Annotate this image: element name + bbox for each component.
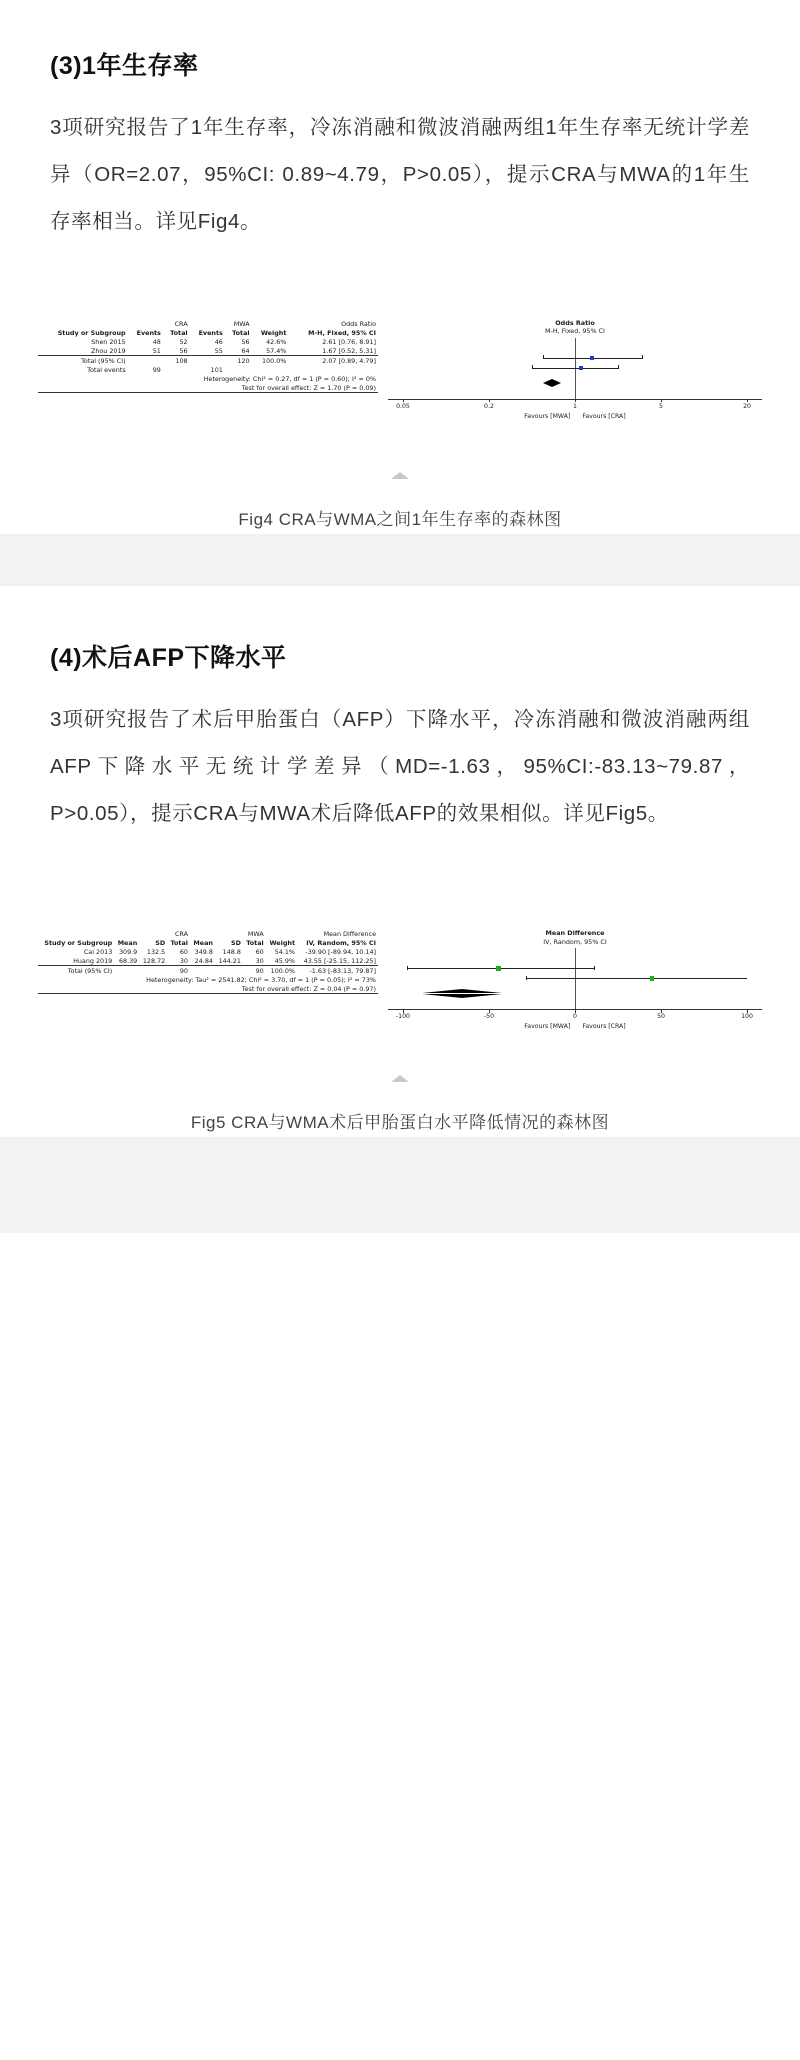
ci-line-study-2 bbox=[526, 978, 747, 979]
cell-weight: 57.4% bbox=[266, 346, 287, 355]
cell-mwa-total: 56 bbox=[241, 337, 250, 346]
col-effect-ci: M-H, Fixed, 95% CI bbox=[308, 328, 376, 337]
cell-weight: 45.9% bbox=[274, 956, 296, 965]
section-gap bbox=[0, 586, 800, 628]
cell-total-mwa: 120 bbox=[225, 356, 252, 366]
col-mwa-total: Total bbox=[246, 938, 264, 947]
graph-subtitle-text: M-H, Fixed, 95% CI bbox=[545, 327, 605, 336]
cell-total-label: Total (95% CI) bbox=[38, 966, 114, 976]
axis-tick-label: 100 bbox=[741, 1013, 753, 1021]
cell-total-events-label: Total events bbox=[87, 365, 126, 374]
favours-left-label: Favours [MWA] bbox=[524, 1023, 571, 1031]
section-divider bbox=[0, 534, 800, 586]
heterogeneity-text: Heterogeneity: Chi² = 0.27, df = 1 (P = 0.60); I² = 0% bbox=[203, 374, 376, 383]
cell-effect: -39.90 [-89.94, 10.14] bbox=[305, 947, 376, 956]
table-overall-effect-row bbox=[38, 383, 378, 393]
table-header-row bbox=[38, 938, 378, 947]
section-paragraph: 3项研究报告了术后甲胎蛋白（AFP）下降水平，冷冻消融和微波消融两组AFP下降水平无统计学差异（MD=-1.63，95%CI:-83.13~79.87，P>0.05），提示CRA与MWA术后降低AFP的效果相似。详见Fig5。 bbox=[50, 708, 750, 826]
axis-tick-label: 5 bbox=[659, 402, 663, 410]
summary-diamond-bottom bbox=[543, 383, 561, 387]
forest-table-fig4 bbox=[38, 319, 378, 393]
graph-plot-area bbox=[388, 338, 762, 400]
effect-marker-study-1 bbox=[496, 966, 501, 971]
axis-tick-label: 20 bbox=[743, 402, 751, 410]
group-header-mwa: MWA bbox=[247, 929, 264, 938]
cell-cra-total: 52 bbox=[179, 337, 188, 346]
table-total-row bbox=[38, 356, 378, 366]
figure-fig5 bbox=[0, 929, 800, 1136]
axis-tick-label: 0.2 bbox=[484, 402, 494, 410]
table-group-header-row bbox=[38, 929, 378, 938]
cell-cra-events: 48 bbox=[152, 337, 161, 346]
ci-cap-right-1 bbox=[594, 966, 595, 970]
cell-study: Zhou 2019 bbox=[90, 346, 126, 355]
cell-mwa-total: 64 bbox=[241, 346, 250, 355]
cell-mwa-events: 55 bbox=[214, 346, 223, 355]
page-footer-spacer bbox=[0, 1137, 800, 1233]
table-heterogeneity-row bbox=[38, 374, 378, 383]
cell-total-cra: 108 bbox=[163, 356, 190, 366]
cell-mwa-events: 46 bbox=[214, 337, 223, 346]
cell-effect: 1.67 [0.52, 5.31] bbox=[322, 346, 376, 355]
table-heterogeneity-row bbox=[38, 975, 378, 984]
cell-mwa-sd: 148.8 bbox=[222, 947, 241, 956]
axis-tick-label: 0.05 bbox=[396, 402, 410, 410]
forest-table-fig5 bbox=[38, 929, 378, 994]
cell-mwa-mean: 24.84 bbox=[194, 956, 213, 965]
cell-total-label: Total (95% CI) bbox=[38, 356, 128, 366]
table-total-row bbox=[38, 966, 378, 976]
col-mwa-events: Events bbox=[198, 328, 223, 337]
ci-cap-left-2 bbox=[526, 976, 527, 980]
ci-cap-left-2 bbox=[532, 365, 533, 369]
cell-total-weight: 100.0% bbox=[252, 356, 289, 366]
cell-total-events-mwa: 101 bbox=[210, 365, 223, 374]
col-cra-total: Total bbox=[170, 328, 188, 337]
cell-cra-events: 51 bbox=[152, 346, 161, 355]
section-afp-decline bbox=[0, 628, 800, 837]
axis-tick-label: -50 bbox=[483, 1013, 495, 1021]
col-mwa-mean: Mean bbox=[193, 938, 213, 947]
ci-line-study-2 bbox=[532, 368, 618, 369]
forest-plot-fig4 bbox=[38, 319, 762, 420]
group-header-mwa: MWA bbox=[233, 319, 250, 328]
axis-tick-label: -100 bbox=[395, 1013, 410, 1021]
ci-cap-right-1 bbox=[642, 355, 643, 359]
effect-marker-study-2 bbox=[650, 976, 655, 981]
summary-diamond-top bbox=[543, 379, 561, 383]
section-1-year-survival bbox=[0, 0, 800, 245]
cell-cra-mean: 68.39 bbox=[118, 956, 138, 965]
favours-right-label: Favours [CRA] bbox=[582, 1023, 626, 1031]
cell-cra-total: 60 bbox=[179, 947, 188, 956]
group-header-cra: CRA bbox=[174, 929, 188, 938]
graph-title bbox=[388, 319, 762, 336]
col-study: Study or Subgroup bbox=[57, 328, 126, 337]
col-mwa-sd: SD bbox=[231, 938, 241, 947]
cell-mwa-mean: 349.8 bbox=[194, 947, 213, 956]
axis-tick-label: 0 bbox=[573, 1013, 577, 1021]
col-cra-events: Events bbox=[136, 328, 161, 337]
cell-total-weight: 100.0% bbox=[266, 966, 297, 976]
cell-effect: 43.55 [-25.15, 112.25] bbox=[303, 956, 376, 965]
col-cra-total: Total bbox=[170, 938, 188, 947]
forest-graph-fig4 bbox=[388, 319, 762, 420]
effect-marker-study-1 bbox=[590, 356, 595, 361]
col-weight: Weight bbox=[269, 938, 296, 947]
graph-favours bbox=[388, 1023, 762, 1031]
graph-axis bbox=[388, 1010, 762, 1024]
section-paragraph: 3项研究报告了1年生存率，冷冻消融和微波消融两组1年生存率无统计学差异（OR=2.07，95%CI: 0.89~4.79，P>0.05），提示CRA与MWA的1年生存率相当。详见Fig4。 bbox=[50, 116, 750, 233]
cell-cra-total: 30 bbox=[179, 956, 188, 965]
graph-subtitle-text: IV, Random, 95% CI bbox=[543, 937, 607, 946]
overall-effect-text: Test for overall effect: Z = 1.70 (P = 0.09) bbox=[38, 383, 378, 393]
cell-study: Cai 2013 bbox=[83, 947, 113, 956]
table-header-row bbox=[38, 328, 378, 337]
table-row bbox=[38, 346, 378, 356]
effect-marker-study-2 bbox=[579, 366, 584, 371]
heterogeneity-text: Heterogeneity: Tau² = 2541.82; Chi² = 3.70, df = 1 (P = 0.05); I² = 73% bbox=[146, 975, 376, 984]
graph-title bbox=[388, 929, 762, 946]
section-heading: (3)1年生存率 bbox=[50, 52, 199, 80]
cell-mwa-total: 30 bbox=[255, 956, 264, 965]
col-cra-mean: Mean bbox=[117, 938, 138, 947]
table-row bbox=[38, 947, 378, 956]
cell-total-effect: -1.63 [-83.13, 79.87] bbox=[297, 966, 378, 976]
cell-cra-total: 56 bbox=[179, 346, 188, 355]
collapse-arrow-icon[interactable] bbox=[391, 472, 409, 479]
summary-diamond-top bbox=[422, 989, 502, 993]
col-study: Study or Subgroup bbox=[44, 938, 113, 947]
ci-cap-right-2 bbox=[618, 365, 619, 369]
figure-caption: Fig4 CRA与WMA之间1年生存率的森林图 bbox=[238, 510, 562, 530]
favours-left-label: Favours [MWA] bbox=[524, 412, 571, 420]
col-effect-ci: IV, Random, 95% CI bbox=[306, 938, 376, 947]
cell-total-mwa: 90 bbox=[243, 966, 266, 976]
cell-mwa-sd: 144.21 bbox=[218, 956, 241, 965]
group-header-effect: Mean Difference bbox=[323, 929, 376, 938]
figure-fig4 bbox=[0, 319, 800, 534]
graph-favours bbox=[388, 413, 762, 421]
cell-study: Huang 2019 bbox=[73, 956, 113, 965]
col-weight: Weight bbox=[260, 328, 287, 337]
cell-weight: 54.1% bbox=[274, 947, 296, 956]
cell-study: Shen 2015 bbox=[91, 337, 126, 346]
cell-effect: 2.61 [0.76, 8.91] bbox=[322, 337, 376, 346]
favours-right-label: Favours [CRA] bbox=[582, 412, 626, 420]
ci-cap-left-1 bbox=[407, 966, 408, 970]
table-group-header-row bbox=[38, 319, 378, 328]
collapse-arrow-icon[interactable] bbox=[391, 1075, 409, 1082]
axis-tick-label: 1 bbox=[573, 402, 577, 410]
figure-caption: Fig5 CRA与WMA术后甲胎蛋白水平降低情况的森林图 bbox=[190, 1112, 610, 1132]
cell-cra-mean: 309.9 bbox=[118, 947, 138, 956]
cell-cra-sd: 128.72 bbox=[142, 956, 166, 965]
group-header-effect: Odds Ratio bbox=[341, 319, 376, 328]
cell-weight: 42.6% bbox=[266, 337, 287, 346]
summary-diamond-bottom bbox=[422, 994, 502, 998]
graph-title-text: Odds Ratio bbox=[555, 319, 595, 327]
cell-mwa-total: 60 bbox=[255, 947, 264, 956]
cell-total-events-cra: 99 bbox=[152, 365, 161, 374]
axis-tick-label: 50 bbox=[657, 1013, 665, 1021]
graph-axis bbox=[388, 400, 762, 414]
forest-graph-fig5 bbox=[388, 929, 762, 1030]
ci-cap-left-1 bbox=[543, 355, 544, 359]
table-total-events-row bbox=[38, 365, 378, 374]
forest-plot-fig5 bbox=[38, 929, 762, 1030]
col-cra-sd: SD bbox=[155, 938, 166, 947]
table-row bbox=[38, 956, 378, 966]
section-heading: (4)术后AFP下降水平 bbox=[50, 644, 287, 673]
table-row bbox=[38, 337, 378, 346]
cell-cra-sd: 132.5 bbox=[146, 947, 166, 956]
graph-plot-area bbox=[388, 948, 762, 1010]
graph-title-text: Mean Difference bbox=[545, 929, 605, 938]
col-mwa-total: Total bbox=[232, 328, 250, 337]
group-header-cra: CRA bbox=[174, 319, 188, 328]
overall-effect-text: Test for overall effect: Z = 0.04 (P = 0.97) bbox=[38, 984, 378, 994]
cell-total-effect: 2.07 [0.89, 4.79] bbox=[288, 356, 378, 366]
cell-total-cra: 90 bbox=[167, 966, 190, 976]
table-overall-effect-row bbox=[38, 984, 378, 994]
